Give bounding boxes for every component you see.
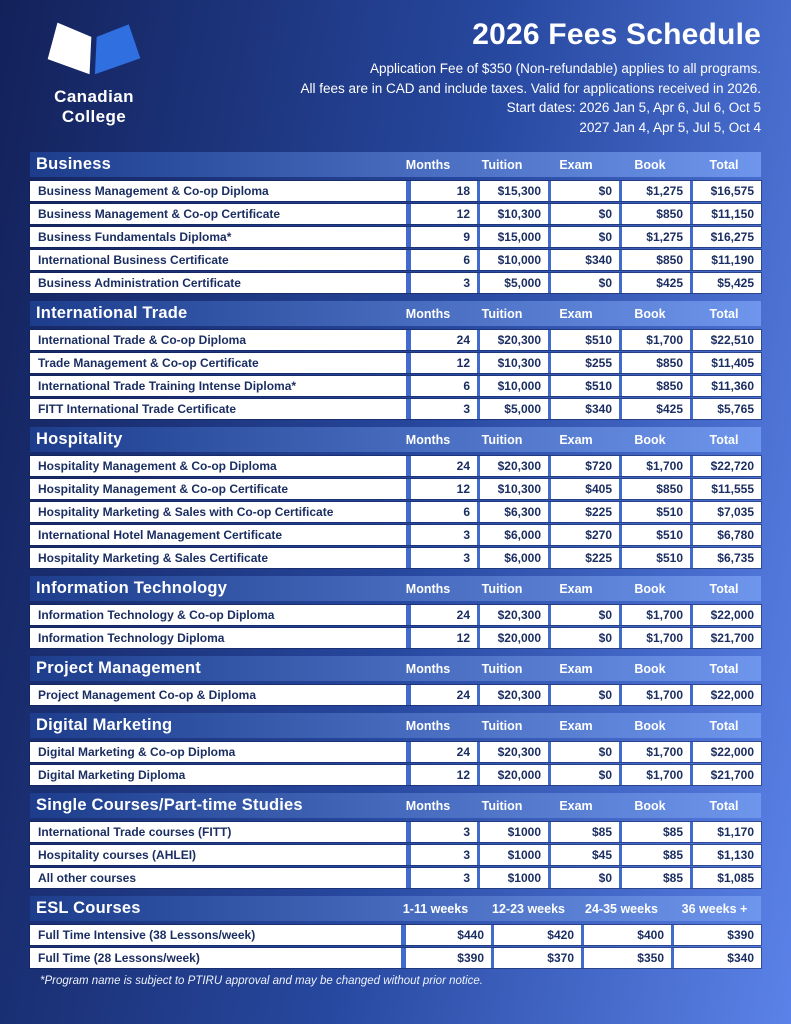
fee-cell: $16,275: [690, 227, 761, 247]
fee-cell: $6,000: [477, 548, 548, 568]
column-header: Months: [405, 581, 451, 596]
fee-cell: $6,780: [690, 525, 761, 545]
column-header: Book: [634, 157, 666, 172]
column-header: Exam: [559, 306, 593, 321]
table-row: [30, 868, 761, 888]
table-row: [30, 548, 761, 568]
program-name: Business Administration Certificate: [38, 276, 241, 290]
fee-cell: $850: [619, 250, 690, 270]
fee-cell: 3: [406, 525, 477, 545]
fee-cell: $270: [548, 525, 619, 545]
fee-cell: $1,700: [619, 765, 690, 785]
fee-cell: $15,300: [477, 181, 548, 201]
fee-cell: $45: [548, 845, 619, 865]
table-row: [30, 273, 761, 293]
fee-cell: $0: [548, 742, 619, 762]
table-row: [30, 250, 761, 270]
fee-cell: $85: [548, 822, 619, 842]
fee-cell: $20,300: [477, 456, 548, 476]
fee-section: [30, 301, 761, 419]
fee-cell: $22,720: [690, 456, 761, 476]
section-title: Information Technology: [36, 579, 228, 597]
fee-cell: $1000: [477, 868, 548, 888]
fee-cell: $5,765: [690, 399, 761, 419]
section-header: [30, 656, 761, 681]
table-row: [30, 685, 761, 705]
fee-cell: $11,405: [690, 353, 761, 373]
fee-cell: $11,360: [690, 376, 761, 396]
section-title: Hospitality: [36, 430, 123, 448]
fee-cell: $425: [619, 399, 690, 419]
section-rows: [30, 181, 761, 293]
fee-cell: $10,000: [477, 250, 548, 270]
section-rows: [30, 822, 761, 888]
section-title: International Trade: [36, 304, 188, 322]
fee-cell: $20,000: [477, 765, 548, 785]
column-header: Book: [634, 581, 666, 596]
fee-cell: $1,700: [619, 456, 690, 476]
fee-cell: 3: [406, 822, 477, 842]
fee-cell: $1,085: [690, 868, 761, 888]
section-rows: [30, 925, 761, 968]
fee-cell: $1,170: [690, 822, 761, 842]
column-header: Exam: [559, 718, 593, 733]
fee-cell: $20,300: [477, 330, 548, 350]
table-row: [30, 605, 761, 625]
fee-cell: $405: [548, 479, 619, 499]
section-title: ESL Courses: [36, 899, 141, 917]
program-name: Digital Marketing & Co-op Diploma: [38, 745, 236, 759]
fee-section: [30, 793, 761, 888]
column-header: Tuition: [481, 718, 523, 733]
column-header: Months: [405, 798, 451, 813]
fee-cell: $390: [401, 948, 491, 968]
fee-cell: $20,300: [477, 742, 548, 762]
fee-cell: $510: [619, 525, 690, 545]
brand-name: [30, 87, 158, 128]
section-columns: [389, 902, 761, 916]
fee-cell: $340: [548, 399, 619, 419]
program-name: Hospitality Marketing & Sales with Co-op Certificate: [38, 505, 334, 519]
column-header: Total: [709, 157, 739, 172]
header-note-line: All fees are in CAD and include taxes. Valid for applications received in 2026.: [300, 80, 761, 96]
fee-cell: 24: [406, 742, 477, 762]
fee-section: [30, 427, 761, 568]
section-header: [30, 713, 761, 738]
column-header: Tuition: [481, 306, 523, 321]
program-name: All other courses: [38, 871, 137, 885]
title-block: [158, 14, 761, 137]
fee-cell: $21,700: [690, 765, 761, 785]
fee-cell: $1,275: [619, 227, 690, 247]
table-row: [30, 399, 761, 419]
column-header: 1-11 weeks: [402, 901, 469, 916]
section-columns: [391, 158, 761, 172]
fee-cell: $340: [548, 250, 619, 270]
column-header: Total: [709, 718, 739, 733]
page-header: [30, 14, 761, 144]
section-rows: [30, 456, 761, 568]
column-header: Tuition: [481, 661, 523, 676]
column-header: Total: [709, 798, 739, 813]
column-header: Exam: [559, 157, 593, 172]
fee-cell: $5,000: [477, 273, 548, 293]
column-header: Tuition: [481, 432, 523, 447]
section-header: [30, 301, 761, 326]
fee-cell: 6: [406, 250, 477, 270]
fee-cell: $0: [548, 765, 619, 785]
column-header: 12-23 weeks: [492, 901, 565, 916]
section-rows: [30, 330, 761, 419]
fee-cell: 3: [406, 273, 477, 293]
program-name: Hospitality Management & Co-op Diploma: [38, 459, 277, 473]
table-row: [30, 742, 761, 762]
fee-cell: $1,275: [619, 181, 690, 201]
section-title: Project Management: [36, 659, 201, 677]
fee-section: [30, 656, 761, 705]
table-row: [30, 181, 761, 201]
table-row: [30, 204, 761, 224]
fee-section: [30, 152, 761, 293]
column-header: Months: [405, 661, 451, 676]
fee-cell: $85: [619, 822, 690, 842]
header-notes: [158, 59, 761, 137]
column-header: Months: [405, 306, 451, 321]
column-header: Exam: [559, 661, 593, 676]
fee-cell: $0: [548, 868, 619, 888]
column-header: Months: [405, 157, 451, 172]
section-header: [30, 427, 761, 452]
program-name: Information Technology & Co-op Diploma: [38, 608, 275, 622]
table-row: [30, 330, 761, 350]
section-columns: [391, 433, 761, 447]
fee-cell: $225: [548, 548, 619, 568]
fee-cell: 24: [406, 330, 477, 350]
column-header: Total: [709, 661, 739, 676]
program-name: Trade Management & Co-op Certificate: [38, 356, 259, 370]
fee-cell: $10,000: [477, 376, 548, 396]
section-columns: [391, 582, 761, 596]
table-row: [30, 227, 761, 247]
fee-cell: $20,300: [477, 685, 548, 705]
section-columns: [391, 799, 761, 813]
fee-cell: $510: [619, 502, 690, 522]
page-title: 2026 Fees Schedule: [472, 18, 761, 51]
fee-cell: $400: [581, 925, 671, 945]
table-row: [30, 948, 761, 968]
fee-cell: $0: [548, 204, 619, 224]
open-book-icon: [45, 18, 143, 86]
section-rows: [30, 685, 761, 705]
column-header: Total: [709, 581, 739, 596]
section-header: [30, 793, 761, 818]
section-rows: [30, 742, 761, 785]
fee-cell: 18: [406, 181, 477, 201]
fee-cell: $85: [619, 868, 690, 888]
header-note-line: Start dates: 2026 Jan 5, Apr 6, Jul 6, Oct 5: [506, 100, 761, 116]
program-name: International Hotel Management Certificate: [38, 528, 283, 542]
header-note-line: 2027 Jan 4, Apr 5, Jul 5, Oct 4: [579, 119, 761, 135]
section-rows: [30, 605, 761, 648]
header-note-line: Application Fee of $350 (Non-refundable) applies to all programs.: [370, 61, 761, 76]
section-columns: [391, 307, 761, 321]
column-header: Exam: [559, 581, 593, 596]
table-row: [30, 502, 761, 522]
brand-name-line2: College: [61, 107, 127, 127]
brand-name-line1: Canadian: [54, 87, 134, 106]
fee-cell: $255: [548, 353, 619, 373]
section-header: [30, 152, 761, 177]
fee-cell: 12: [406, 628, 477, 648]
fee-cell: $0: [548, 273, 619, 293]
fee-section: [30, 713, 761, 785]
fee-cell: $21,700: [690, 628, 761, 648]
fee-cell: $720: [548, 456, 619, 476]
program-name: Information Technology Diploma: [38, 631, 225, 645]
fee-cell: $11,190: [690, 250, 761, 270]
program-name: FITT International Trade Certificate: [38, 402, 237, 416]
table-row: [30, 353, 761, 373]
fee-cell: 3: [406, 548, 477, 568]
program-name: International Business Certificate: [38, 253, 229, 267]
fee-cell: 9: [406, 227, 477, 247]
brand-logo: [30, 14, 158, 128]
fee-cell: $6,000: [477, 525, 548, 545]
column-header: 36 weeks +: [681, 901, 748, 916]
column-header: Tuition: [481, 798, 523, 813]
fee-cell: 3: [406, 868, 477, 888]
fee-cell: 6: [406, 502, 477, 522]
column-header: Book: [634, 718, 666, 733]
program-name: Project Management Co-op & Diploma: [38, 688, 257, 702]
fee-cell: $22,000: [690, 685, 761, 705]
fee-cell: $0: [548, 181, 619, 201]
section-title: Business: [36, 155, 111, 173]
program-name: Business Fundamentals Diploma*: [38, 230, 232, 244]
column-header: Months: [405, 718, 451, 733]
fee-cell: $15,000: [477, 227, 548, 247]
column-header: Months: [405, 432, 451, 447]
fee-cell: 3: [406, 399, 477, 419]
fee-cell: $10,300: [477, 204, 548, 224]
section-columns: [391, 662, 761, 676]
program-name: Hospitality Management & Co-op Certificate: [38, 482, 289, 496]
fee-cell: $850: [619, 353, 690, 373]
table-row: [30, 525, 761, 545]
fee-cell: $11,555: [690, 479, 761, 499]
fee-cell: $0: [548, 605, 619, 625]
fee-cell: 24: [406, 456, 477, 476]
fee-cell: 3: [406, 845, 477, 865]
fee-cell: $1000: [477, 822, 548, 842]
column-header: Book: [634, 306, 666, 321]
fee-cell: $22,510: [690, 330, 761, 350]
fee-cell: $5,425: [690, 273, 761, 293]
fee-cell: $1000: [477, 845, 548, 865]
fee-cell: 6: [406, 376, 477, 396]
fee-cell: 24: [406, 685, 477, 705]
fee-cell: $0: [548, 685, 619, 705]
fee-cell: $7,035: [690, 502, 761, 522]
program-name: Full Time Intensive (38 Lessons/week): [38, 928, 256, 942]
table-row: [30, 479, 761, 499]
program-name: Business Management & Co-op Diploma: [38, 184, 269, 198]
column-header: Exam: [559, 798, 593, 813]
fee-cell: $1,700: [619, 605, 690, 625]
fee-cell: $10,300: [477, 479, 548, 499]
table-row: [30, 376, 761, 396]
fee-cell: $22,000: [690, 605, 761, 625]
fee-cell: $1,700: [619, 628, 690, 648]
fee-cell: $20,000: [477, 628, 548, 648]
section-columns: [391, 719, 761, 733]
fee-cell: $11,150: [690, 204, 761, 224]
fee-cell: $370: [491, 948, 581, 968]
table-row: [30, 456, 761, 476]
fee-cell: 12: [406, 204, 477, 224]
fee-cell: 24: [406, 605, 477, 625]
fee-cell: $850: [619, 204, 690, 224]
fee-cell: $340: [671, 948, 761, 968]
table-row: [30, 845, 761, 865]
fee-cell: $20,300: [477, 605, 548, 625]
fee-cell: $10,300: [477, 353, 548, 373]
fee-cell: $510: [548, 376, 619, 396]
column-header: Tuition: [481, 581, 523, 596]
program-name: Hospitality courses (AHLEI): [38, 848, 197, 862]
section-header: [30, 896, 761, 921]
fee-cell: $6,735: [690, 548, 761, 568]
table-row: [30, 628, 761, 648]
sections: [30, 152, 761, 968]
fee-cell: $16,575: [690, 181, 761, 201]
fee-cell: $5,000: [477, 399, 548, 419]
table-row: [30, 765, 761, 785]
section-title: Single Courses/Part-time Studies: [36, 796, 303, 814]
fee-cell: 12: [406, 353, 477, 373]
fee-cell: $850: [619, 376, 690, 396]
fee-cell: $1,700: [619, 330, 690, 350]
program-name: International Trade & Co-op Diploma: [38, 333, 247, 347]
fee-cell: $350: [581, 948, 671, 968]
fee-cell: $420: [491, 925, 581, 945]
fee-section: [30, 576, 761, 648]
fee-cell: $6,300: [477, 502, 548, 522]
fee-cell: $1,700: [619, 685, 690, 705]
column-header: Book: [634, 798, 666, 813]
fee-cell: $225: [548, 502, 619, 522]
fee-cell: $850: [619, 479, 690, 499]
column-header: Tuition: [481, 157, 523, 172]
fee-cell: $22,000: [690, 742, 761, 762]
fee-cell: $425: [619, 273, 690, 293]
column-header: 24-35 weeks: [585, 901, 658, 916]
fee-cell: $85: [619, 845, 690, 865]
column-header: Book: [634, 432, 666, 447]
fee-section: [30, 896, 761, 968]
fee-cell: $1,700: [619, 742, 690, 762]
program-name: Full Time (28 Lessons/week): [38, 951, 200, 965]
program-name: International Trade courses (FITT): [38, 825, 232, 839]
footnote: *Program name is subject to PTIRU approval and may be changed without prior notice.: [40, 975, 483, 987]
column-header: Total: [709, 306, 739, 321]
fee-cell: 12: [406, 765, 477, 785]
table-row: [30, 925, 761, 945]
fee-cell: $0: [548, 227, 619, 247]
program-name: Hospitality Marketing & Sales Certificate: [38, 551, 269, 565]
column-header: Book: [634, 661, 666, 676]
program-name: Business Management & Co-op Certificate: [38, 207, 281, 221]
fee-cell: $440: [401, 925, 491, 945]
fee-cell: $1,130: [690, 845, 761, 865]
program-name: Digital Marketing Diploma: [38, 768, 186, 782]
fee-cell: $510: [548, 330, 619, 350]
table-row: [30, 822, 761, 842]
fee-cell: $0: [548, 628, 619, 648]
section-title: Digital Marketing: [36, 716, 173, 734]
program-name: International Trade Training Intense Diploma*: [38, 379, 297, 393]
fee-cell: 12: [406, 479, 477, 499]
section-header: [30, 576, 761, 601]
fee-cell: $510: [619, 548, 690, 568]
column-header: Total: [709, 432, 739, 447]
column-header: Exam: [559, 432, 593, 447]
fee-cell: $390: [671, 925, 761, 945]
